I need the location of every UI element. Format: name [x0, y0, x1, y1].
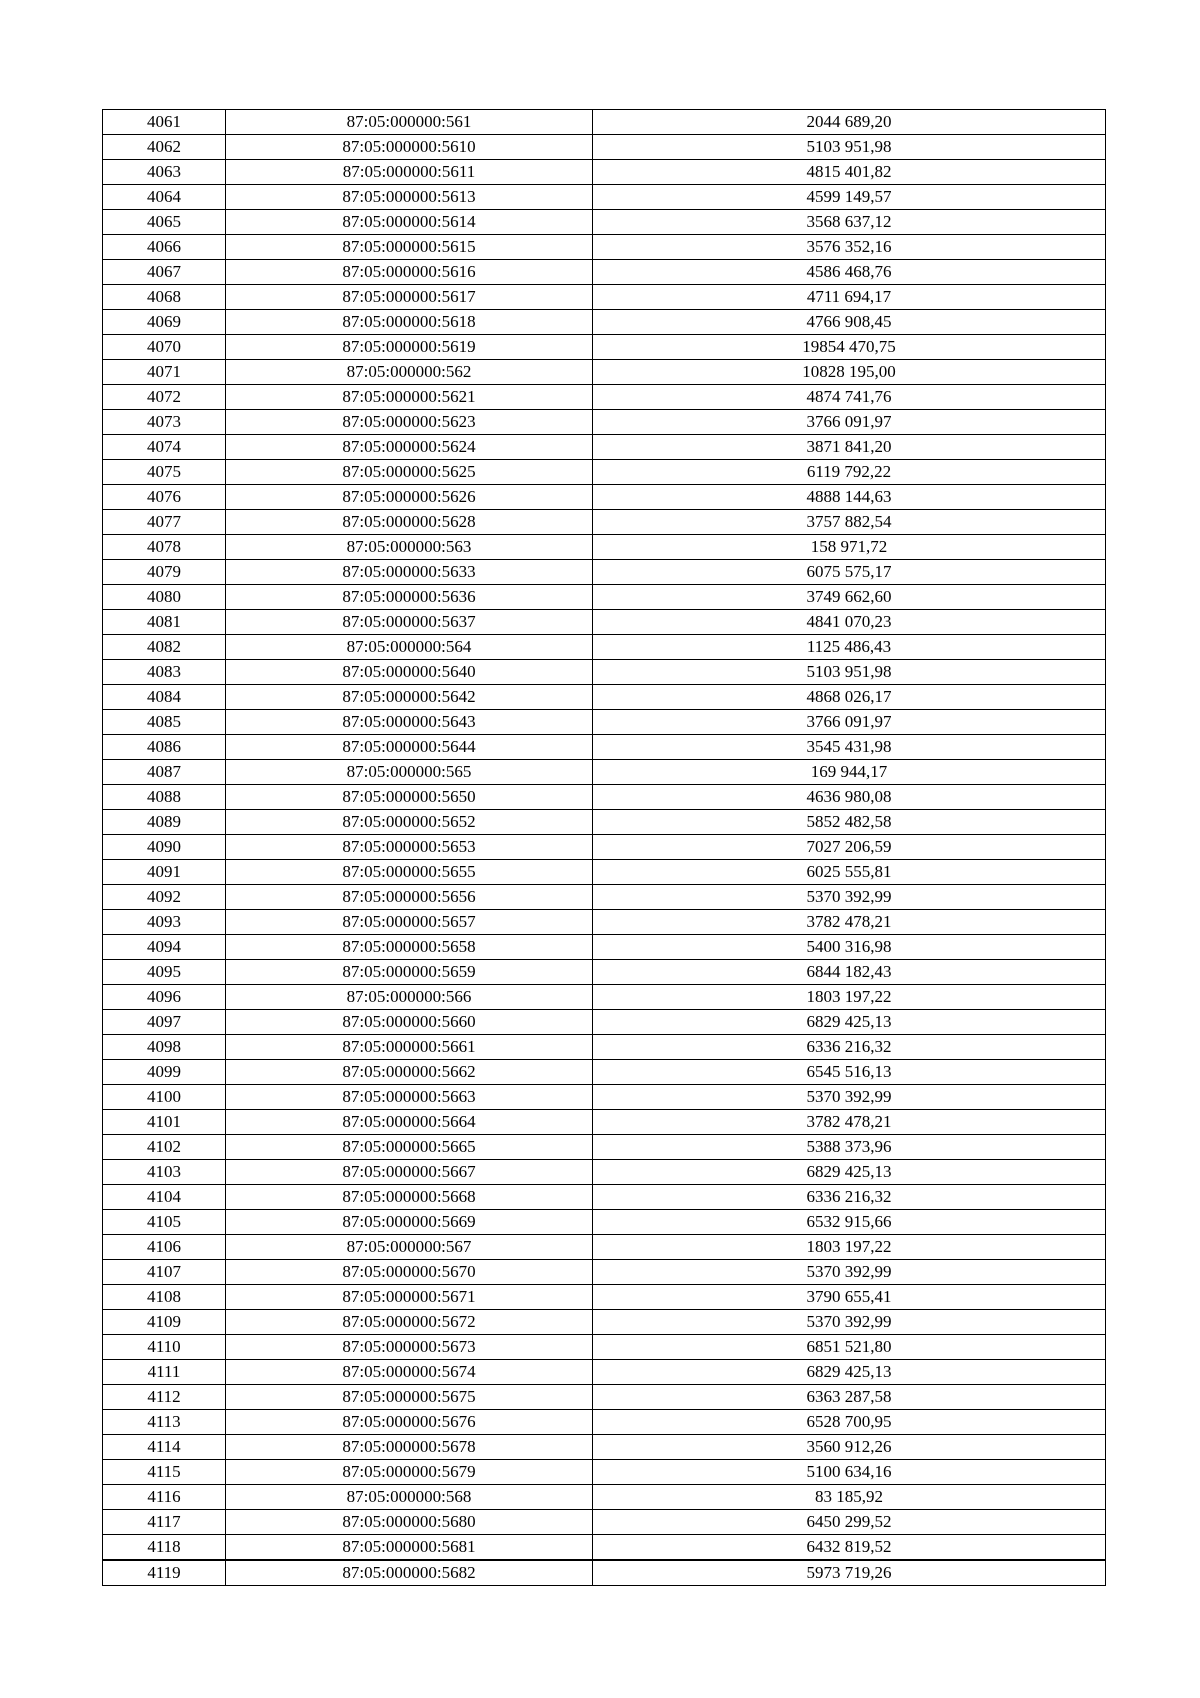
cadastral-value-cell: 7027 206,59 — [593, 835, 1106, 860]
row-number-cell: 4115 — [103, 1460, 226, 1485]
row-number-cell: 4093 — [103, 910, 226, 935]
cadastral-number-cell: 87:05:000000:5652 — [226, 810, 593, 835]
table-row — [103, 435, 1106, 460]
table-row — [103, 385, 1106, 410]
cadastral-number-cell: 87:05:000000:5659 — [226, 960, 593, 985]
row-number-cell: 4080 — [103, 585, 226, 610]
cadastral-number-cell: 87:05:000000:5658 — [226, 935, 593, 960]
cadastral-value-cell: 3782 478,21 — [593, 910, 1106, 935]
table-row — [103, 735, 1106, 760]
cadastral-value-cell: 6336 216,32 — [593, 1185, 1106, 1210]
cadastral-value-cell: 3757 882,54 — [593, 510, 1106, 535]
cadastral-value-cell: 5370 392,99 — [593, 1260, 1106, 1285]
cadastral-number-cell: 87:05:000000:5668 — [226, 1185, 593, 1210]
cadastral-number-cell: 87:05:000000:5682 — [226, 1560, 593, 1586]
table-row — [103, 1335, 1106, 1360]
cadastral-value-cell: 5100 634,16 — [593, 1460, 1106, 1485]
cadastral-number-cell: 87:05:000000:5679 — [226, 1460, 593, 1485]
table-row — [103, 485, 1106, 510]
row-number-cell: 4073 — [103, 410, 226, 435]
cadastral-number-cell: 87:05:000000:5676 — [226, 1410, 593, 1435]
row-number-cell: 4065 — [103, 210, 226, 235]
cadastral-number-cell: 87:05:000000:5653 — [226, 835, 593, 860]
row-number-cell: 4068 — [103, 285, 226, 310]
cadastral-number-cell: 87:05:000000:5615 — [226, 235, 593, 260]
cadastral-number-cell: 87:05:000000:5617 — [226, 285, 593, 310]
row-number-cell: 4074 — [103, 435, 226, 460]
cadastral-number-cell: 87:05:000000:5626 — [226, 485, 593, 510]
table-row — [103, 510, 1106, 535]
cadastral-number-cell: 87:05:000000:5640 — [226, 660, 593, 685]
table-row — [103, 335, 1106, 360]
cadastral-number-cell: 87:05:000000:561 — [226, 110, 593, 135]
cadastral-value-cell: 4636 980,08 — [593, 785, 1106, 810]
row-number-cell: 4096 — [103, 985, 226, 1010]
row-number-cell: 4104 — [103, 1185, 226, 1210]
table-row — [103, 1135, 1106, 1160]
row-number-cell: 4100 — [103, 1085, 226, 1110]
cadastral-number-cell: 87:05:000000:5671 — [226, 1285, 593, 1310]
row-number-cell: 4066 — [103, 235, 226, 260]
row-number-cell: 4077 — [103, 510, 226, 535]
table-row — [103, 1410, 1106, 1435]
cadastral-value-cell: 4815 401,82 — [593, 160, 1106, 185]
cadastral-number-cell: 87:05:000000:5637 — [226, 610, 593, 635]
cadastral-number-cell: 87:05:000000:5650 — [226, 785, 593, 810]
cadastral-number-cell: 87:05:000000:5619 — [226, 335, 593, 360]
table-row — [103, 110, 1106, 135]
table-row — [103, 685, 1106, 710]
cadastral-value-cell: 6119 792,22 — [593, 460, 1106, 485]
cadastral-value-cell: 6025 555,81 — [593, 860, 1106, 885]
row-number-cell: 4081 — [103, 610, 226, 635]
table-row — [103, 1385, 1106, 1410]
cadastral-value-cell: 3766 091,97 — [593, 410, 1106, 435]
row-number-cell: 4105 — [103, 1210, 226, 1235]
cadastral-number-cell: 87:05:000000:5614 — [226, 210, 593, 235]
row-number-cell: 4088 — [103, 785, 226, 810]
row-number-cell: 4098 — [103, 1035, 226, 1060]
cadastral-number-cell: 87:05:000000:565 — [226, 760, 593, 785]
row-number-cell: 4078 — [103, 535, 226, 560]
row-number-cell: 4070 — [103, 335, 226, 360]
row-number-cell: 4084 — [103, 685, 226, 710]
row-number-cell: 4106 — [103, 1235, 226, 1260]
row-number-cell: 4117 — [103, 1510, 226, 1535]
table-row — [103, 1185, 1106, 1210]
cadastral-value-cell: 3545 431,98 — [593, 735, 1106, 760]
cadastral-value-cell: 3568 637,12 — [593, 210, 1106, 235]
cadastral-number-cell: 87:05:000000:5672 — [226, 1310, 593, 1335]
cadastral-number-cell: 87:05:000000:5643 — [226, 710, 593, 735]
table-row — [103, 1560, 1106, 1586]
cadastral-number-cell: 87:05:000000:5675 — [226, 1385, 593, 1410]
cadastral-value-cell: 4586 468,76 — [593, 260, 1106, 285]
table-row — [103, 310, 1106, 335]
cadastral-number-cell: 87:05:000000:5655 — [226, 860, 593, 885]
row-number-cell: 4063 — [103, 160, 226, 185]
table-row — [103, 235, 1106, 260]
table-row — [103, 535, 1106, 560]
row-number-cell: 4090 — [103, 835, 226, 860]
table-row — [103, 1010, 1106, 1035]
row-number-cell: 4118 — [103, 1535, 226, 1561]
table-row — [103, 885, 1106, 910]
row-number-cell: 4099 — [103, 1060, 226, 1085]
cadastral-value-cell: 1803 197,22 — [593, 1235, 1106, 1260]
cadastral-number-cell: 87:05:000000:5656 — [226, 885, 593, 910]
table-row — [103, 1485, 1106, 1510]
table-row — [103, 1085, 1106, 1110]
table-row — [103, 760, 1106, 785]
row-number-cell: 4085 — [103, 710, 226, 735]
table-row — [103, 1535, 1106, 1561]
table-row — [103, 635, 1106, 660]
cadastral-number-cell: 87:05:000000:5670 — [226, 1260, 593, 1285]
row-number-cell: 4107 — [103, 1260, 226, 1285]
table-row — [103, 1510, 1106, 1535]
row-number-cell: 4062 — [103, 135, 226, 160]
cadastral-value-cell: 6532 915,66 — [593, 1210, 1106, 1235]
cadastral-value-cell: 1803 197,22 — [593, 985, 1106, 1010]
table-row — [103, 710, 1106, 735]
row-number-cell: 4086 — [103, 735, 226, 760]
cadastral-value-cell: 3782 478,21 — [593, 1110, 1106, 1135]
cadastral-value-cell: 4711 694,17 — [593, 285, 1106, 310]
cadastral-value-cell: 5370 392,99 — [593, 885, 1106, 910]
cadastral-number-cell: 87:05:000000:5660 — [226, 1010, 593, 1035]
table-row — [103, 135, 1106, 160]
table-row — [103, 960, 1106, 985]
cadastral-value-cell: 4874 741,76 — [593, 385, 1106, 410]
table-row — [103, 1210, 1106, 1235]
cadastral-value-cell: 2044 689,20 — [593, 110, 1106, 135]
cadastral-number-cell: 87:05:000000:5662 — [226, 1060, 593, 1085]
row-number-cell: 4116 — [103, 1485, 226, 1510]
row-number-cell: 4076 — [103, 485, 226, 510]
cadastral-number-cell: 87:05:000000:5642 — [226, 685, 593, 710]
table-row — [103, 935, 1106, 960]
table-row — [103, 860, 1106, 885]
row-number-cell: 4087 — [103, 760, 226, 785]
table-row — [103, 585, 1106, 610]
cadastral-value-cell: 4841 070,23 — [593, 610, 1106, 635]
cadastral-value-cell: 6528 700,95 — [593, 1410, 1106, 1435]
table-row — [103, 1060, 1106, 1085]
cadastral-number-cell: 87:05:000000:5663 — [226, 1085, 593, 1110]
cadastral-value-cell: 6851 521,80 — [593, 1335, 1106, 1360]
table-row — [103, 1235, 1106, 1260]
cadastral-number-cell: 87:05:000000:5621 — [226, 385, 593, 410]
row-number-cell: 4114 — [103, 1435, 226, 1460]
cadastral-value-cell: 5973 719,26 — [593, 1560, 1106, 1586]
row-number-cell: 4075 — [103, 460, 226, 485]
table-row — [103, 260, 1106, 285]
table-row — [103, 360, 1106, 385]
cadastral-number-cell: 87:05:000000:5610 — [226, 135, 593, 160]
cadastral-value-cell: 4888 144,63 — [593, 485, 1106, 510]
row-number-cell: 4069 — [103, 310, 226, 335]
table-row — [103, 1285, 1106, 1310]
table-row — [103, 1435, 1106, 1460]
table-row — [103, 410, 1106, 435]
table-row — [103, 1160, 1106, 1185]
table-row — [103, 1110, 1106, 1135]
cadastral-value-cell: 5103 951,98 — [593, 135, 1106, 160]
cadastral-value-cell: 5103 951,98 — [593, 660, 1106, 685]
row-number-cell: 4083 — [103, 660, 226, 685]
cadastral-number-cell: 87:05:000000:562 — [226, 360, 593, 385]
row-number-cell: 4082 — [103, 635, 226, 660]
cadastral-number-cell: 87:05:000000:5623 — [226, 410, 593, 435]
cadastral-value-cell: 158 971,72 — [593, 535, 1106, 560]
cadastral-number-cell: 87:05:000000:567 — [226, 1235, 593, 1260]
table-row — [103, 660, 1106, 685]
row-number-cell: 4103 — [103, 1160, 226, 1185]
cadastral-value-cell: 6829 425,13 — [593, 1360, 1106, 1385]
table-body — [103, 110, 1106, 1586]
table-row — [103, 610, 1106, 635]
row-number-cell: 4101 — [103, 1110, 226, 1135]
table-row — [103, 285, 1106, 310]
cadastral-value-cell: 6336 216,32 — [593, 1035, 1106, 1060]
row-number-cell: 4071 — [103, 360, 226, 385]
cadastral-number-cell: 87:05:000000:5644 — [226, 735, 593, 760]
row-number-cell: 4092 — [103, 885, 226, 910]
row-number-cell: 4079 — [103, 560, 226, 585]
table-row — [103, 210, 1106, 235]
cadastral-value-cell: 5370 392,99 — [593, 1085, 1106, 1110]
row-number-cell: 4119 — [103, 1560, 226, 1586]
cadastral-value-cell: 3790 655,41 — [593, 1285, 1106, 1310]
cadastral-value-cell: 6432 819,52 — [593, 1535, 1106, 1561]
cadastral-number-cell: 87:05:000000:5669 — [226, 1210, 593, 1235]
cadastral-value-cell: 6829 425,13 — [593, 1160, 1106, 1185]
cadastral-value-cell: 3560 912,26 — [593, 1435, 1106, 1460]
cadastral-number-cell: 87:05:000000:5678 — [226, 1435, 593, 1460]
cadastral-number-cell: 87:05:000000:5624 — [226, 435, 593, 460]
row-number-cell: 4111 — [103, 1360, 226, 1385]
row-number-cell: 4094 — [103, 935, 226, 960]
cadastral-number-cell: 87:05:000000:5681 — [226, 1535, 593, 1561]
cadastral-value-cell: 6545 516,13 — [593, 1060, 1106, 1085]
row-number-cell: 4109 — [103, 1310, 226, 1335]
cadastral-value-cell: 4766 908,45 — [593, 310, 1106, 335]
table-row — [103, 460, 1106, 485]
cadastral-number-cell: 87:05:000000:5616 — [226, 260, 593, 285]
cadastral-number-cell: 87:05:000000:5680 — [226, 1510, 593, 1535]
cadastral-value-cell: 4868 026,17 — [593, 685, 1106, 710]
cadastral-value-cell: 6450 299,52 — [593, 1510, 1106, 1535]
cadastral-value-cell: 6829 425,13 — [593, 1010, 1106, 1035]
cadastral-value-cell: 5400 316,98 — [593, 935, 1106, 960]
table-row — [103, 910, 1106, 935]
row-number-cell: 4061 — [103, 110, 226, 135]
row-number-cell: 4112 — [103, 1385, 226, 1410]
cadastral-number-cell: 87:05:000000:5665 — [226, 1135, 593, 1160]
cadastral-number-cell: 87:05:000000:5673 — [226, 1335, 593, 1360]
table-row — [103, 985, 1106, 1010]
cadastral-value-cell: 6075 575,17 — [593, 560, 1106, 585]
cadastral-number-cell: 87:05:000000:5661 — [226, 1035, 593, 1060]
cadastral-value-cell: 10828 195,00 — [593, 360, 1106, 385]
table-row — [103, 1260, 1106, 1285]
row-number-cell: 4091 — [103, 860, 226, 885]
row-number-cell: 4064 — [103, 185, 226, 210]
cadastral-value-table — [102, 109, 1106, 1586]
cadastral-number-cell: 87:05:000000:566 — [226, 985, 593, 1010]
cadastral-value-cell: 6844 182,43 — [593, 960, 1106, 985]
cadastral-value-cell: 4599 149,57 — [593, 185, 1106, 210]
cadastral-number-cell: 87:05:000000:5611 — [226, 160, 593, 185]
table-row — [103, 160, 1106, 185]
cadastral-value-cell: 19854 470,75 — [593, 335, 1106, 360]
cadastral-value-cell: 169 944,17 — [593, 760, 1106, 785]
row-number-cell: 4110 — [103, 1335, 226, 1360]
cadastral-value-cell: 83 185,92 — [593, 1485, 1106, 1510]
cadastral-number-cell: 87:05:000000:5625 — [226, 460, 593, 485]
cadastral-number-cell: 87:05:000000:5618 — [226, 310, 593, 335]
row-number-cell: 4102 — [103, 1135, 226, 1160]
table-row — [103, 1035, 1106, 1060]
table-row — [103, 1360, 1106, 1385]
cadastral-value-cell: 6363 287,58 — [593, 1385, 1106, 1410]
table-row — [103, 185, 1106, 210]
cadastral-number-cell: 87:05:000000:5664 — [226, 1110, 593, 1135]
table-row — [103, 835, 1106, 860]
cadastral-value-cell: 5370 392,99 — [593, 1310, 1106, 1335]
cadastral-value-cell: 3766 091,97 — [593, 710, 1106, 735]
cadastral-value-cell: 1125 486,43 — [593, 635, 1106, 660]
row-number-cell: 4095 — [103, 960, 226, 985]
cadastral-value-cell: 5852 482,58 — [593, 810, 1106, 835]
cadastral-number-cell: 87:05:000000:5657 — [226, 910, 593, 935]
row-number-cell: 4067 — [103, 260, 226, 285]
cadastral-number-cell: 87:05:000000:5613 — [226, 185, 593, 210]
row-number-cell: 4097 — [103, 1010, 226, 1035]
row-number-cell: 4108 — [103, 1285, 226, 1310]
table-row — [103, 560, 1106, 585]
cadastral-number-cell: 87:05:000000:5628 — [226, 510, 593, 535]
row-number-cell: 4113 — [103, 1410, 226, 1435]
cadastral-number-cell: 87:05:000000:563 — [226, 535, 593, 560]
table-row — [103, 1310, 1106, 1335]
table-row — [103, 1460, 1106, 1485]
cadastral-value-cell: 3749 662,60 — [593, 585, 1106, 610]
table-row — [103, 810, 1106, 835]
cadastral-number-cell: 87:05:000000:568 — [226, 1485, 593, 1510]
cadastral-number-cell: 87:05:000000:5636 — [226, 585, 593, 610]
cadastral-number-cell: 87:05:000000:564 — [226, 635, 593, 660]
cadastral-number-cell: 87:05:000000:5633 — [226, 560, 593, 585]
cadastral-value-cell: 3576 352,16 — [593, 235, 1106, 260]
table-row — [103, 785, 1106, 810]
cadastral-value-cell: 5388 373,96 — [593, 1135, 1106, 1160]
cadastral-value-cell: 3871 841,20 — [593, 435, 1106, 460]
cadastral-number-cell: 87:05:000000:5667 — [226, 1160, 593, 1185]
row-number-cell: 4089 — [103, 810, 226, 835]
cadastral-number-cell: 87:05:000000:5674 — [226, 1360, 593, 1385]
row-number-cell: 4072 — [103, 385, 226, 410]
